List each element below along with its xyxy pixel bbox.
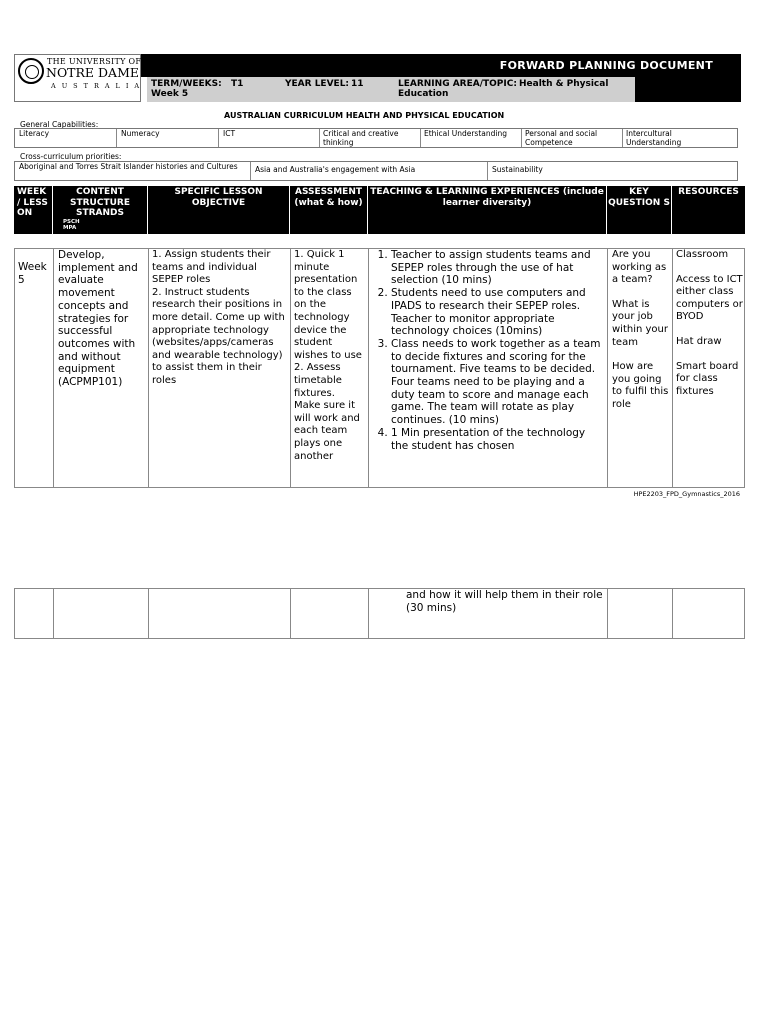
header-content-sub: PSCH MPA: [63, 218, 80, 231]
logo-line-2: NOTRE DAME: [46, 65, 140, 80]
term-weeks-label: TERM/WEEKS:: [151, 79, 222, 89]
resource-1: Classroom: [676, 249, 729, 260]
header-objective: SPECIFIC LESSON OBJECTIVE: [148, 186, 290, 234]
lesson-row: [14, 248, 745, 488]
learning-area-value: Health & Physical: [519, 79, 609, 89]
week-line: Week 5: [151, 89, 189, 99]
logo-line-1: THE UNIVERSITY OF: [47, 57, 142, 66]
learning-area-value-2: Education: [398, 89, 449, 99]
capability-personal-social: Personal and social Competence: [525, 129, 598, 147]
header-assessment: ASSESSMENT (what & how): [290, 186, 368, 234]
teaching-step-4: 4. 1 Min presentation of the technology the student has chosen: [391, 427, 605, 452]
learning-area-label: LEARNING AREA/TOPIC:: [398, 79, 517, 89]
priorities-row: [14, 161, 738, 181]
header-resources: RESOURCES: [678, 187, 739, 197]
cell-key-questions: [612, 249, 670, 424]
priority-asia: Asia and Australia's engagement with Asia: [255, 165, 416, 174]
year-level-value: 11: [351, 79, 364, 89]
cell-content: Develop, implement and evaluate movement concepts and strategies for successful outcomes with and without equipment (ACPMP101): [58, 249, 138, 389]
footer-code: HPE2203_FPD_Gymnastics_2016: [633, 490, 740, 498]
cell-objective: 1. Assign students their teams and individual SEPEP roles 2. Instruct students research their positions in more detail. Come up with appropriate technology (websites/apps/cameras and wearable technology) to assist them in their roles: [152, 249, 285, 386]
header-content: [53, 186, 148, 234]
header-week: WEEK / LESS ON: [14, 186, 53, 234]
resource-4: Smart board for class fixtures: [676, 360, 739, 397]
capabilities-row: [14, 128, 738, 148]
cell-assessment: 1. Quick 1 minute presentation to the class on the technology device the student wishes to use 2. Assess timetable fixtures. Make sure it will work and each team plays one another: [294, 249, 362, 462]
capability-literacy: Literacy: [19, 129, 50, 138]
logo-line-3: AUSTRALIA: [51, 82, 146, 90]
header-content-label: CONTENT STRUCTURE STRANDS: [70, 187, 130, 218]
header-key-questions: KEY QUESTION S: [607, 186, 672, 234]
title-bar: [141, 54, 741, 77]
term-weeks-value: T1: [231, 79, 244, 89]
teaching-step-2: 2. Students need to use computers and IPADS to research their SEPEP roles. Teacher to monitor appropriate technology choices (10mins): [391, 287, 605, 338]
key-question-2: What is your job within your team: [612, 298, 668, 348]
resource-3: Hat draw: [676, 335, 722, 347]
term-info-band: [147, 77, 635, 102]
header-teaching: TEACHING & LEARNING EXPERIENCES (include learner diversity): [368, 186, 607, 234]
key-question-1: Are you working as a team?: [612, 249, 667, 286]
resource-2: Access to ICT either class computers or BYOD: [676, 273, 743, 323]
priority-aboriginal: Aboriginal and Torres Strait Islander histories and Cultures: [19, 162, 238, 171]
curriculum-title: AUSTRALIAN CURRICULUM HEALTH AND PHYSICAL EDUCATION: [224, 111, 505, 120]
year-level-label: YEAR LEVEL:: [285, 79, 350, 89]
document-title: FORWARD PLANNING DOCUMENT: [499, 59, 713, 72]
teaching-step-3: 3. Class needs to work together as a team to decide fixtures and scoring for the tournament. Five teams to be decided. Four teams need to be playing and a duty team to score and manage each game. The team will rotate as play continues. (10 mins): [391, 338, 605, 427]
cross-curriculum-label: Cross-curriculum priorities:: [20, 152, 122, 161]
university-logo: [14, 54, 146, 102]
continuation-row: [14, 588, 745, 639]
priority-sustainability: Sustainability: [492, 165, 543, 174]
teaching-step-1: 1. Teacher to assign students teams and SEPEP roles through the use of hat selection (10 mins): [391, 249, 605, 287]
cell-week: Week 5: [18, 261, 47, 286]
university-seal-icon: [18, 58, 44, 84]
capability-ethical: Ethical Understanding: [424, 129, 507, 138]
capability-intercultural: Intercultural Understanding: [626, 129, 682, 147]
capability-ict: ICT: [223, 129, 236, 138]
cell-teaching: [372, 249, 605, 452]
capability-critical-thinking: Critical and creative thinking: [323, 129, 399, 147]
teaching-continuation: and how it will help them in their role (30 mins): [406, 589, 603, 614]
header-right-block: [635, 77, 741, 102]
cell-resources: [676, 249, 744, 410]
key-question-3: How are you going to fulfil this role: [612, 361, 669, 410]
capability-numeracy: Numeracy: [121, 129, 160, 138]
general-capabilities-label: General Capabilities:: [20, 120, 99, 129]
table-header-row: [14, 186, 745, 234]
